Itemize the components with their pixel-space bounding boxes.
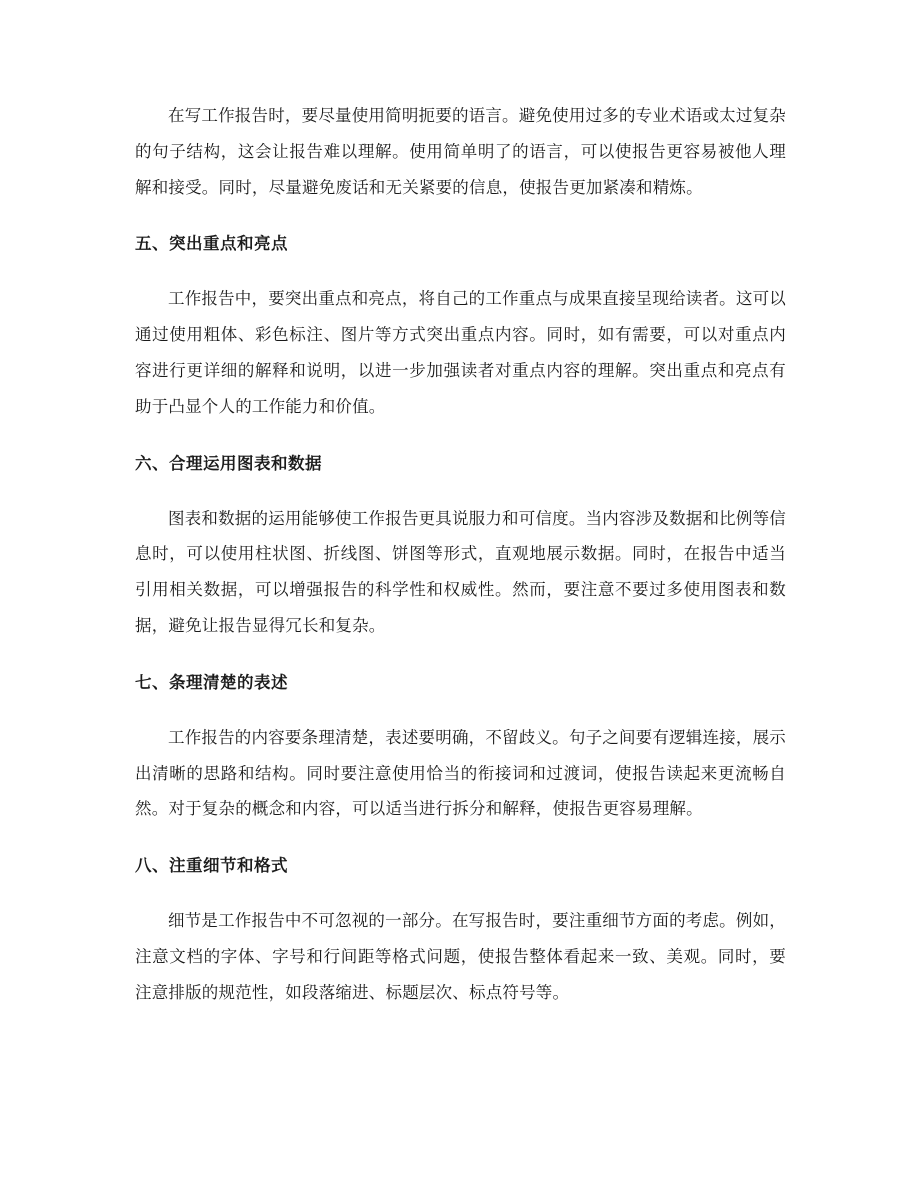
section-body-8: 细节是工作报告中不可忽视的一部分。在写报告时，要注重细节方面的考虑。例如，注意文档的字体、字号和行间距等格式问题，使报告整体看起来一致、美观。同时，要注意排版的规范性，如段落缩进、标题层次、标点符号等。	[135, 911, 786, 1002]
section-body-5: 工作报告中，要突出重点和亮点，将自己的工作重点与成果直接呈现给读者。这可以通过使用粗体、彩色标注、图片等方式突出重点内容。同时，如有需要，可以对重点内容进行更详细的解释和说明，以进一步加强读者对重点内容的理解。突出重点和亮点有助于凸显个人的工作能力和价值。	[135, 289, 786, 416]
section-body-7: 工作报告的内容要条理清楚，表述要明确，不留歧义。句子之间要有逻辑连接，展示出清晰的思路和结构。同时要注意使用恰当的衔接词和过渡词，使报告读起来更流畅自然。对于复杂的概念和内容，可以适当进行拆分和解释，使报告更容易理解。	[135, 727, 786, 819]
section-heading-7: 七、条理清楚的表述	[135, 672, 288, 692]
section-heading-6: 六、合理运用图表和数据	[135, 453, 322, 473]
section-heading-5: 五、突出重点和亮点	[135, 234, 288, 254]
section-body-6: 图表和数据的运用能够使工作报告更具说服力和可信度。当内容涉及数据和比例等信息时，可以使用柱状图、折线图、饼图等形式，直观地展示数据。同时，在报告中适当引用相关数据，可以增强报告的科学性和权威性。然而，要注意不要过多使用图表和数据，避免让报告显得冗长和复杂。	[135, 508, 786, 635]
section-heading-8: 八、注重细节和格式	[135, 856, 288, 876]
intro-paragraph: 在写工作报告时，要尽量使用简明扼要的语言。避免使用过多的专业术语或太过复杂的句子结构，这会让报告难以理解。使用简单明了的语言，可以使报告更容易被他人理解和接受。同时，尽量避免废话和无关紧要的信息，使报告更加紧凑和精炼。	[135, 106, 786, 197]
